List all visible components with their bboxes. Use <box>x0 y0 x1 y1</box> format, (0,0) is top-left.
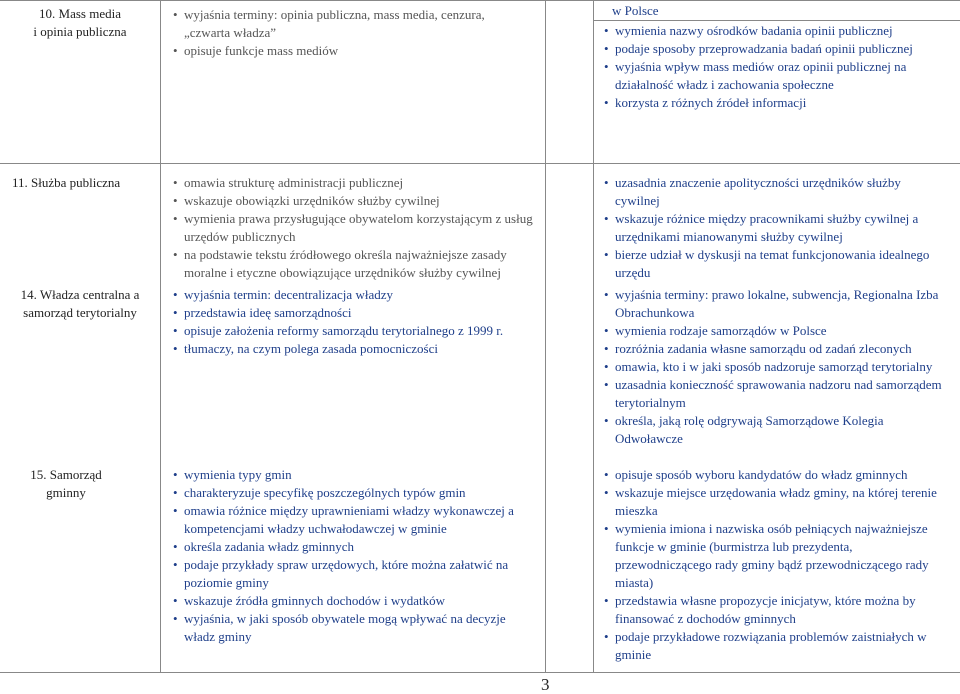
list-item: • omawia, kto i w jaki sposób nadzoruje samorząd terytorialny <box>603 358 945 376</box>
list-item: • wyjaśnia termin: decentralizacja władzy <box>172 286 534 304</box>
list-item: • wymienia rodzaje samorządów w Polsce <box>603 322 945 340</box>
row-10-basic-list <box>172 6 528 60</box>
list-item: • określa, jaką rolę odgrywają Samorządowe Kolegia Odwoławcze <box>603 412 945 448</box>
list-item: • korzysta z różnych źródeł informacji <box>603 94 953 112</box>
list-item: • wyjaśnia terminy: prawo lokalne, subwencja, Regionalna Izba Obrachunkowa <box>603 286 945 322</box>
list-item: • bierze udział w dyskusji na temat funkcjonowania idealnego urzędu <box>603 246 943 282</box>
row-14-topic: 14. Władza centralna a samorząd terytorialny <box>20 287 140 320</box>
list-item: • wymienia prawa przysługujące obywatelom korzystającym z usług urzędów publicznych <box>172 210 534 246</box>
column-divider-1 <box>160 0 161 672</box>
list-item: • wskazuje źródła gminnych dochodów i wydatków <box>172 592 534 610</box>
list-item: • wyjaśnia, w jaki sposób obywatele mogą wpływać na decyzje władz gminy <box>172 610 534 646</box>
row-11-basic-list <box>172 174 534 282</box>
list-item: • podaje przykładowe rozwiązania problemów zaistniałych w gminie <box>603 628 945 664</box>
list-item: • określa zadania władz gminnych <box>172 538 534 556</box>
table-border-top <box>0 0 960 1</box>
list-item: • wskazuje obowiązki urzędników służby cywilnej <box>172 192 534 210</box>
list-item: • opisuje funkcje mass mediów <box>172 42 528 60</box>
list-item: • wskazuje miejsce urzędowania władz gminy, na której terenie mieszka <box>603 484 945 520</box>
header-underline <box>593 20 960 21</box>
column-divider-3 <box>593 0 594 672</box>
row-14-basic-list <box>172 286 534 358</box>
list-item: • charakteryzuje specyfikę poszczególnych typów gmin <box>172 484 534 502</box>
row-10-extended-header: w Polsce <box>612 3 659 18</box>
list-item: • tłumaczy, na czym polega zasada pomocniczości <box>172 340 534 358</box>
table-border-bottom <box>0 672 960 673</box>
row-10-topic: 10. Mass media i opinia publiczna <box>33 6 127 39</box>
row-15-basic-list <box>172 466 534 646</box>
list-item: • rozróżnia zadania własne samorządu od zadań zleconych <box>603 340 945 358</box>
list-item: • omawia strukturę administracji publicznej <box>172 174 534 192</box>
list-item: • wymienia typy gmin <box>172 466 534 484</box>
list-item: • uzasadnia znaczenie apolityczności urzędników służby cywilnej <box>603 174 943 210</box>
list-item: • wymienia imiona i nazwiska osób pełniących najważniejsze funkcje w gminie (burmistrza lub prezydenta, przewodniczącego rady gminy bądź przewodniczącego rady miasta) <box>603 520 945 592</box>
row-14-extended-list <box>603 286 945 448</box>
list-item: • na podstawie tekstu źródłowego określa najważniejsze zasady moralne i etyczne obowiązujące urzędników służby cywilnej <box>172 246 534 282</box>
row-divider-1 <box>0 163 960 164</box>
row-11-extended-list <box>603 174 943 282</box>
column-divider-2 <box>545 0 546 672</box>
list-item: • uzasadnia konieczność sprawowania nadzoru nad samorządem terytorialnym <box>603 376 945 412</box>
list-item: • wskazuje różnice między pracownikami służby cywilnej a urzędnikami mianowanymi służby cywilnej <box>603 210 943 246</box>
row-15-extended-list <box>603 466 945 664</box>
row-15-topic: 15. Samorząd gminny <box>30 467 102 500</box>
list-item: • omawia różnice między uprawnieniami władzy wykonawczej a kompetencjami władzy uchwałodawczej w gminie <box>172 502 534 538</box>
list-item: • przedstawia własne propozycje inicjatyw, które można by finansować z dochodów gminnych <box>603 592 945 628</box>
list-item: • opisuje założenia reformy samorządu terytorialnego z 1999 r. <box>172 322 534 340</box>
list-item: • podaje sposoby przeprowadzania badań opinii publicznej <box>603 40 953 58</box>
list-item: • wyjaśnia wpływ mass mediów oraz opinii publicznej na działalność władz i zachowania społeczne <box>603 58 953 94</box>
list-item: • przedstawia ideę samorządności <box>172 304 534 322</box>
page-number: 3 <box>541 675 550 694</box>
list-item: • podaje przykłady spraw urzędowych, które można załatwić na poziomie gminy <box>172 556 534 592</box>
list-item: • wymienia nazwy ośrodków badania opinii publicznej <box>603 22 953 40</box>
row-11-topic: 11. Służba publiczna <box>12 175 121 190</box>
list-item: • wyjaśnia terminy: opinia publiczna, mass media, cenzura, „czwarta władza” <box>172 6 528 42</box>
row-10-extended-list <box>603 22 953 112</box>
list-item: • opisuje sposób wyboru kandydatów do władz gminnych <box>603 466 945 484</box>
